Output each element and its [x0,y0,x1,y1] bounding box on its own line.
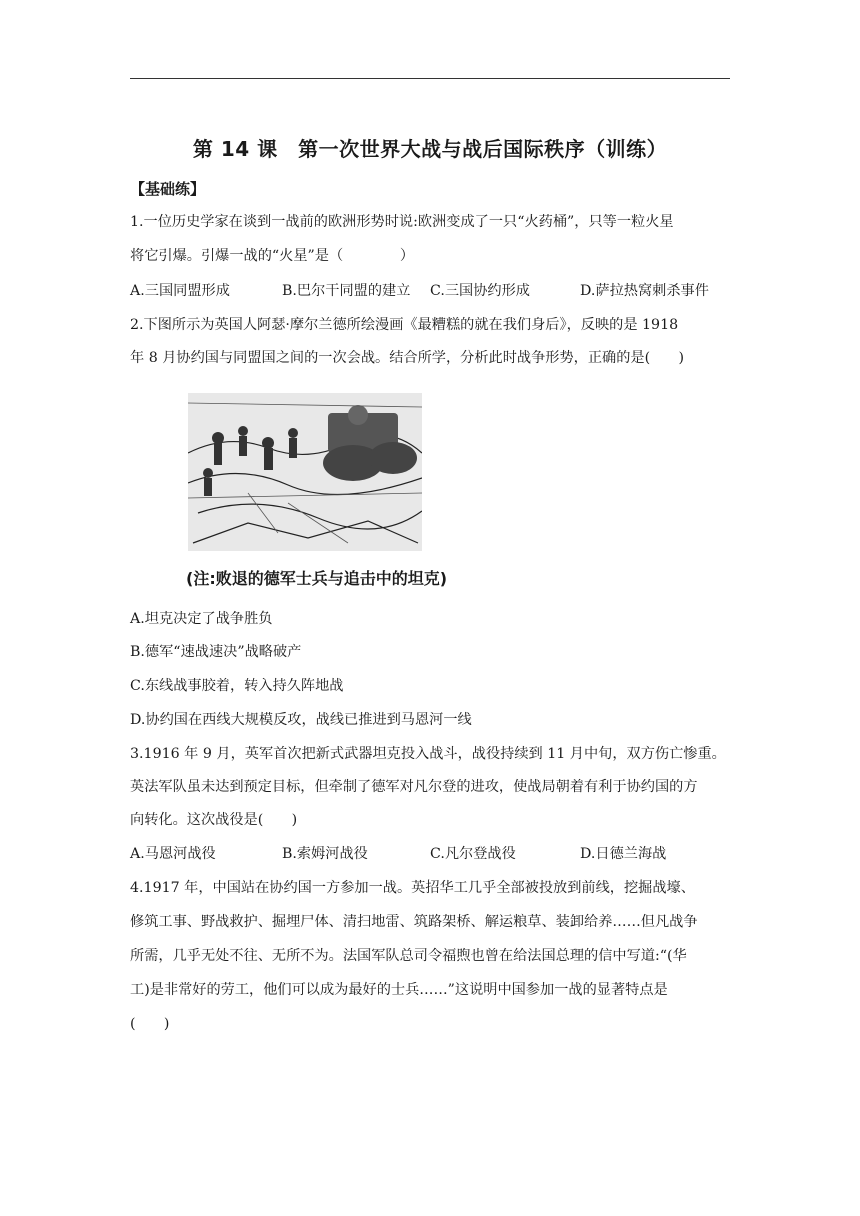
q3-line2: 英法军队虽未达到预定目标，但牵制了德军对凡尔登的进攻，使战局朝着有利于协约国的方 [130,779,698,795]
q3-option-b: B.索姆河战役 [282,846,368,862]
header-rule [130,78,730,79]
q4-line3: 所需，几乎无处不往、无所不为。法国军队总司令福煦也曾在给法国总理的信中写道:“(华 [130,948,687,964]
page-title: 第 14 课 第一次世界大战与战后国际秩序（训练） [192,137,668,161]
q4-line2: 修筑工事、野战救护、掘埋尸体、清扫地雷、筑路架桥、解运粮草、装卸给养……但凡战争 [130,914,698,930]
q3-line3: 向转化。这次战役是( ) [130,812,298,828]
section-heading: 【基础练】 [130,180,206,198]
q2-option-a: A.坦克决定了战争胜负 [130,611,273,627]
cartoon-illustration [188,393,422,551]
q1-option-d: D.萨拉热窝刺杀事件 [580,283,709,299]
q1-line2: 将它引爆。引爆一战的“火星”是（ ） [130,248,415,264]
figure-caption: (注:败退的德军士兵与追击中的坦克) [186,569,448,588]
q2-option-c: C.东线战事胶着，转入持久阵地战 [130,678,344,694]
q1-option-b: B.巴尔干同盟的建立 [282,283,411,299]
q2-option-d: D.协约国在西线大规模反攻，战线已推进到马恩河一线 [130,712,472,728]
q4-line5: ( ) [130,1016,170,1032]
q2-line1: 2.下图所示为英国人阿瑟·摩尔兰德所绘漫画《最糟糕的就在我们身后》，反映的是 1918 [130,317,679,333]
q3-option-d: D.日德兰海战 [580,846,667,862]
q2-option-b: B.德军“速战速决”战略破产 [130,644,302,660]
q4-line1: 4.1917 年，中国站在协约国一方参加一战。英招华工几乎全部被投放到前线，挖掘战壕、 [130,880,695,896]
q1-option-a: A.三国同盟形成 [130,283,230,299]
q1-line1: 1.一位历史学家在谈到一战前的欧洲形势时说:欧洲变成了一只“火药桶”，只等一粒火星 [130,214,674,230]
q3-option-c: C.凡尔登战役 [430,846,516,862]
q4-line4: 工)是非常好的劳工，他们可以成为最好的士兵……”这说明中国参加一战的显著特点是 [130,982,668,998]
q2-line2: 年 8 月协约国与同盟国之间的一次会战。结合所学，分析此时战争形势，正确的是( ) [130,350,685,366]
q1-option-c: C.三国协约形成 [430,283,530,299]
q3-option-a: A.马恩河战役 [130,846,216,862]
q3-line1: 3.1916 年 9 月，英军首次把新式武器坦克投入战斗，战役持续到 11 月中旬，双方伤亡惨重。 [130,746,726,762]
